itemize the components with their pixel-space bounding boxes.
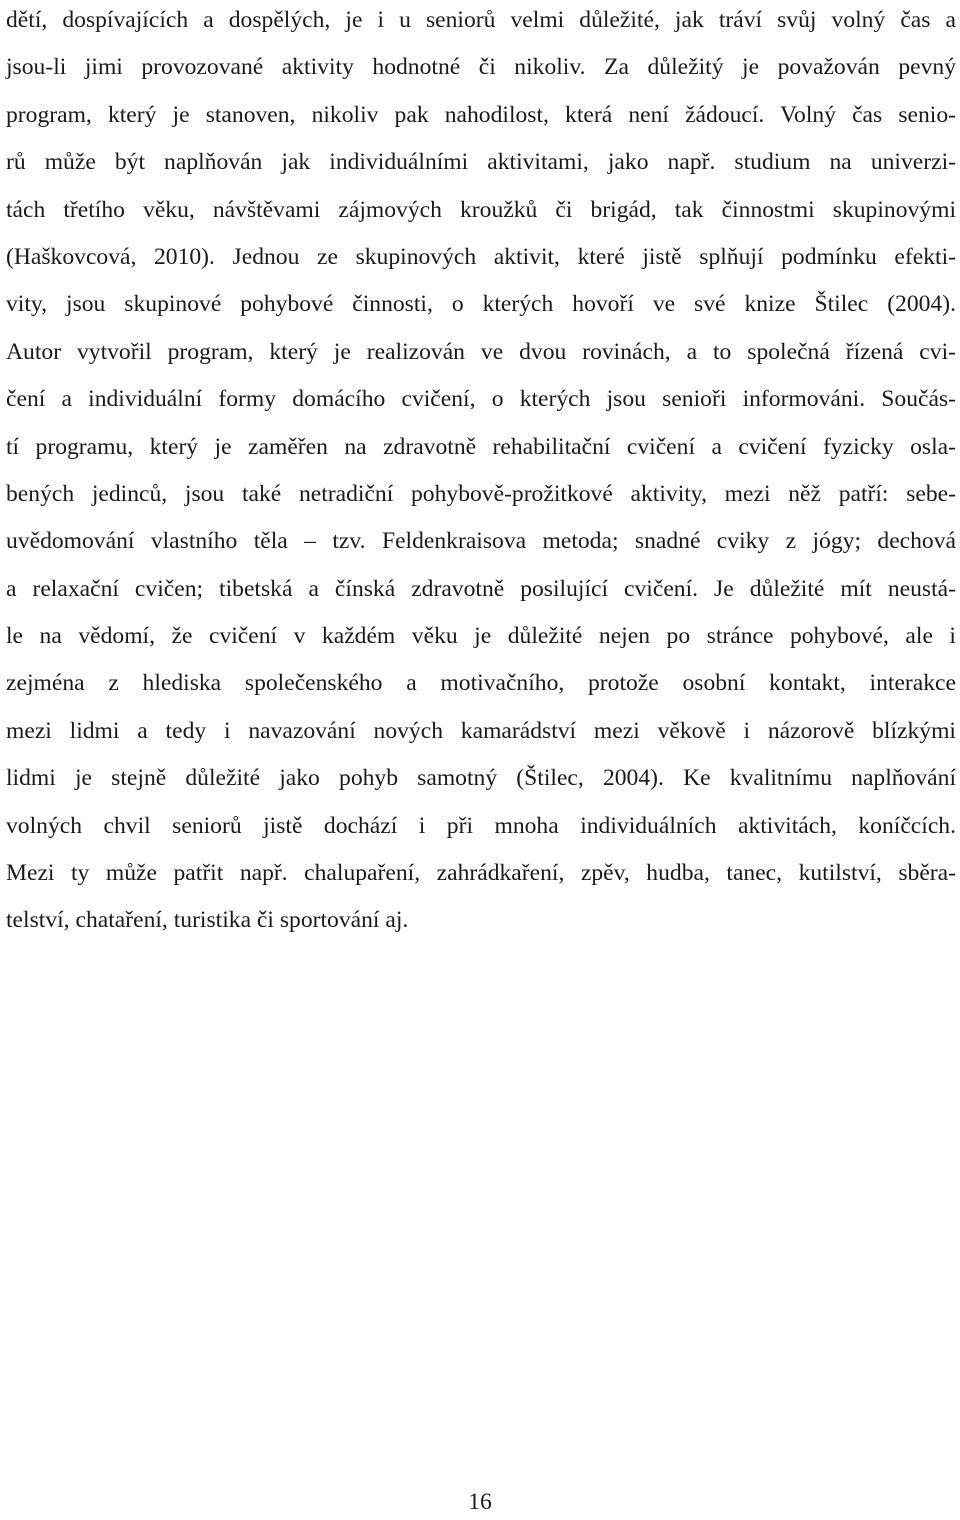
text-line: dětí, dospívajících a dospělých, je i u seniorů velmi důležité, jak tráví svůj volný čas a <box>6 7 956 33</box>
text-line: Mezi ty může patřit např. chalupaření, zahrádkaření, zpěv, hudba, tanec, kutilství, sběra- <box>6 860 956 887</box>
text-line: tách třetího věku, návštěvami zájmových kroužků či brigád, tak činnostmi skupinovými <box>6 196 956 223</box>
text-line: tí programu, který je zaměřen na zdravotně rehabilitační cvičení a cvičení fyzicky osla- <box>6 433 956 460</box>
page-number: 16 <box>468 1489 492 1515</box>
text-line: volných chvil seniorů jistě dochází i při mnoha individuálních aktivitách, koníčcích. <box>6 812 956 839</box>
text-line: uvědomování vlastního těla – tzv. Feldenkraisova metoda; snadné cviky z jógy; dechová <box>6 528 956 555</box>
text-line: vity, jsou skupinové pohybové činnosti, o kterých hovoří ve své knize Štilec (2004). <box>6 291 956 318</box>
body-paragraph <box>6 0 956 948</box>
text-line: program, který je stanoven, nikoliv pak nahodilost, která není žádoucí. Volný čas senio- <box>6 101 956 128</box>
text-line: lidmi je stejně důležité jako pohyb samotný (Štilec, 2004). Ke kvalitnímu naplňování <box>6 765 956 792</box>
text-line: rů může být naplňován jak individuálními aktivitami, jako např. studium na univerzi- <box>6 149 956 176</box>
text-line: čení a individuální formy domácího cvičení, o kterých jsou senioři informováni. Součás- <box>6 386 956 413</box>
text-line: zejména z hlediska společenského a motivačního, protože osobní kontakt, interakce <box>6 670 956 697</box>
text-line: bených jedinců, jsou také netradiční pohybově-prožitkové aktivity, mezi něž patří: sebe- <box>6 480 956 507</box>
text-line: mezi lidmi a tedy i navazování nových kamarádství mezi věkově i názorově blízkými <box>6 717 956 744</box>
text-line: (Haškovcová, 2010). Jednou ze skupinových aktivit, které jistě splňují podmínku efekti- <box>6 243 956 270</box>
text-line: le na vědomí, že cvičení v každém věku je důležité nejen po stránce pohybové, ale i <box>6 623 956 650</box>
text-line: jsou-li jimi provozované aktivity hodnotné či nikoliv. Za důležitý je považován pevný <box>6 54 956 81</box>
text-line: a relaxační cvičen; tibetská a čínská zdravotně posilující cvičení. Je důležité mít neustá- <box>6 575 956 602</box>
text-line: Autor vytvořil program, který je realizován ve dvou rovinách, a to společná řízená cvi- <box>6 338 956 365</box>
text-line-last: telství, chataření, turistika či sportování aj. <box>6 907 409 934</box>
